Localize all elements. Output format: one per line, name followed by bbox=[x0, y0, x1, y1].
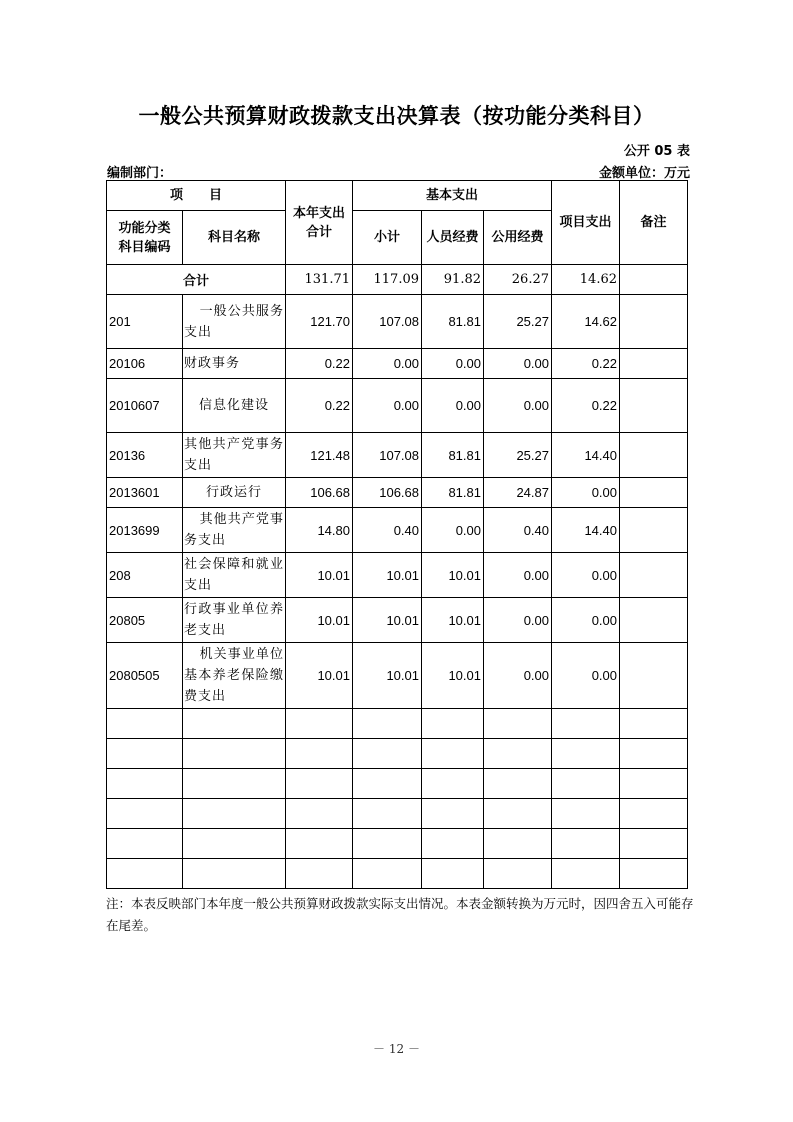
row-project: 0.00 bbox=[552, 598, 620, 643]
row-public: 0.00 bbox=[484, 349, 552, 379]
empty-row bbox=[107, 709, 756, 739]
form-number: 公开 05 表 bbox=[623, 144, 690, 159]
header-subtotal: 小计 bbox=[353, 211, 422, 265]
row-remarks bbox=[620, 598, 688, 643]
row-project: 14.40 bbox=[552, 433, 620, 478]
row-code: 201 bbox=[107, 295, 183, 349]
row-year-total: 0.22 bbox=[286, 379, 353, 433]
row-code: 2013699 bbox=[107, 508, 183, 553]
total-row bbox=[107, 265, 756, 295]
row-name: 机关事业单位基本养老保险缴费支出 bbox=[183, 643, 286, 709]
row-name: 行政运行 bbox=[183, 478, 286, 508]
row-year-total: 106.68 bbox=[286, 478, 353, 508]
row-code: 20136 bbox=[107, 433, 183, 478]
row-name: 财政事务 bbox=[183, 349, 286, 379]
header-item: 项 目 bbox=[107, 181, 286, 211]
row-public: 24.87 bbox=[484, 478, 552, 508]
header-public: 公用经费 bbox=[484, 211, 552, 265]
expenditure-table bbox=[106, 180, 756, 889]
row-remarks bbox=[620, 553, 688, 598]
row-personnel: 0.00 bbox=[422, 349, 484, 379]
row-year-total: 121.48 bbox=[286, 433, 353, 478]
row-personnel: 10.01 bbox=[422, 643, 484, 709]
total-subtotal: 117.09 bbox=[353, 265, 422, 295]
header-basic: 基本支出 bbox=[353, 181, 552, 211]
row-subtotal: 10.01 bbox=[353, 598, 422, 643]
row-year-total: 0.22 bbox=[286, 349, 353, 379]
footnote: 注：本表反映部门本年度一般公共预算财政拨款实际支出情况。本表金额转换为万元时，因四舍五入可能存在尾差。 bbox=[106, 896, 694, 933]
row-project: 0.00 bbox=[552, 643, 620, 709]
row-subtotal: 107.08 bbox=[353, 433, 422, 478]
row-public: 0.00 bbox=[484, 379, 552, 433]
empty-row bbox=[107, 859, 756, 889]
page-title: 一般公共预算财政拨款支出决算表（按功能分类科目） bbox=[138, 104, 655, 128]
row-project: 14.40 bbox=[552, 508, 620, 553]
header-remarks: 备注 bbox=[620, 181, 688, 265]
unit-label: 金额单位：万元 bbox=[598, 166, 690, 181]
row-name: 信息化建设 bbox=[183, 379, 286, 433]
header-personnel: 人员经费 bbox=[422, 211, 484, 265]
row-year-total: 10.01 bbox=[286, 598, 353, 643]
row-project: 0.22 bbox=[552, 349, 620, 379]
row-year-total: 10.01 bbox=[286, 553, 353, 598]
table-row bbox=[107, 643, 756, 709]
row-personnel: 81.81 bbox=[422, 295, 484, 349]
table-row bbox=[107, 295, 756, 349]
row-public: 25.27 bbox=[484, 433, 552, 478]
header-year-total: 本年支出 合计 bbox=[286, 181, 353, 265]
row-public: 0.00 bbox=[484, 598, 552, 643]
table-row bbox=[107, 349, 756, 379]
row-name: 社会保障和就业支出 bbox=[183, 553, 286, 598]
row-remarks bbox=[620, 379, 688, 433]
row-public: 0.40 bbox=[484, 508, 552, 553]
row-personnel: 10.01 bbox=[422, 598, 484, 643]
row-subtotal: 0.40 bbox=[353, 508, 422, 553]
row-remarks bbox=[620, 349, 688, 379]
row-personnel: 0.00 bbox=[422, 508, 484, 553]
total-label: 合计 bbox=[107, 265, 286, 295]
row-public: 0.00 bbox=[484, 553, 552, 598]
row-name: 其他共产党事务支出 bbox=[183, 508, 286, 553]
row-project: 0.00 bbox=[552, 478, 620, 508]
row-remarks bbox=[620, 295, 688, 349]
row-year-total: 121.70 bbox=[286, 295, 353, 349]
header-func-code: 功能分类 科目编码 bbox=[107, 211, 183, 265]
row-year-total: 10.01 bbox=[286, 643, 353, 709]
empty-row bbox=[107, 829, 756, 859]
row-name: 一般公共服务支出 bbox=[183, 295, 286, 349]
total-project: 14.62 bbox=[552, 265, 620, 295]
row-remarks bbox=[620, 508, 688, 553]
row-remarks bbox=[620, 478, 688, 508]
row-public: 0.00 bbox=[484, 643, 552, 709]
empty-row bbox=[107, 739, 756, 769]
table-row bbox=[107, 379, 756, 433]
row-subtotal: 0.00 bbox=[353, 379, 422, 433]
row-remarks bbox=[620, 433, 688, 478]
row-personnel: 81.81 bbox=[422, 478, 484, 508]
row-personnel: 0.00 bbox=[422, 379, 484, 433]
row-personnel: 81.81 bbox=[422, 433, 484, 478]
row-subtotal: 0.00 bbox=[353, 349, 422, 379]
row-subtotal: 107.08 bbox=[353, 295, 422, 349]
row-subtotal: 106.68 bbox=[353, 478, 422, 508]
row-year-total: 14.80 bbox=[286, 508, 353, 553]
row-code: 2010607 bbox=[107, 379, 183, 433]
table-row bbox=[107, 598, 756, 643]
row-subtotal: 10.01 bbox=[353, 643, 422, 709]
row-project: 0.22 bbox=[552, 379, 620, 433]
page-number: － 12 － bbox=[373, 1042, 420, 1056]
row-name: 行政事业单位养老支出 bbox=[183, 598, 286, 643]
row-code: 2080505 bbox=[107, 643, 183, 709]
row-remarks bbox=[620, 643, 688, 709]
empty-row bbox=[107, 769, 756, 799]
total-remarks bbox=[620, 265, 688, 295]
row-code: 20106 bbox=[107, 349, 183, 379]
row-name: 其他共产党事务支出 bbox=[183, 433, 286, 478]
row-public: 25.27 bbox=[484, 295, 552, 349]
row-subtotal: 10.01 bbox=[353, 553, 422, 598]
header-subject-name: 科目名称 bbox=[183, 211, 286, 265]
table-row bbox=[107, 478, 756, 508]
row-code: 2013601 bbox=[107, 478, 183, 508]
total-personnel: 91.82 bbox=[422, 265, 484, 295]
total-year-total: 131.71 bbox=[286, 265, 353, 295]
empty-row bbox=[107, 799, 756, 829]
dept-label: 编制部门： bbox=[107, 166, 173, 181]
row-project: 14.62 bbox=[552, 295, 620, 349]
header-project: 项目支出 bbox=[552, 181, 620, 265]
total-public: 26.27 bbox=[484, 265, 552, 295]
table-row bbox=[107, 433, 756, 478]
table-row bbox=[107, 508, 756, 553]
row-personnel: 10.01 bbox=[422, 553, 484, 598]
table-row bbox=[107, 553, 756, 598]
row-project: 0.00 bbox=[552, 553, 620, 598]
row-code: 20805 bbox=[107, 598, 183, 643]
row-code: 208 bbox=[107, 553, 183, 598]
